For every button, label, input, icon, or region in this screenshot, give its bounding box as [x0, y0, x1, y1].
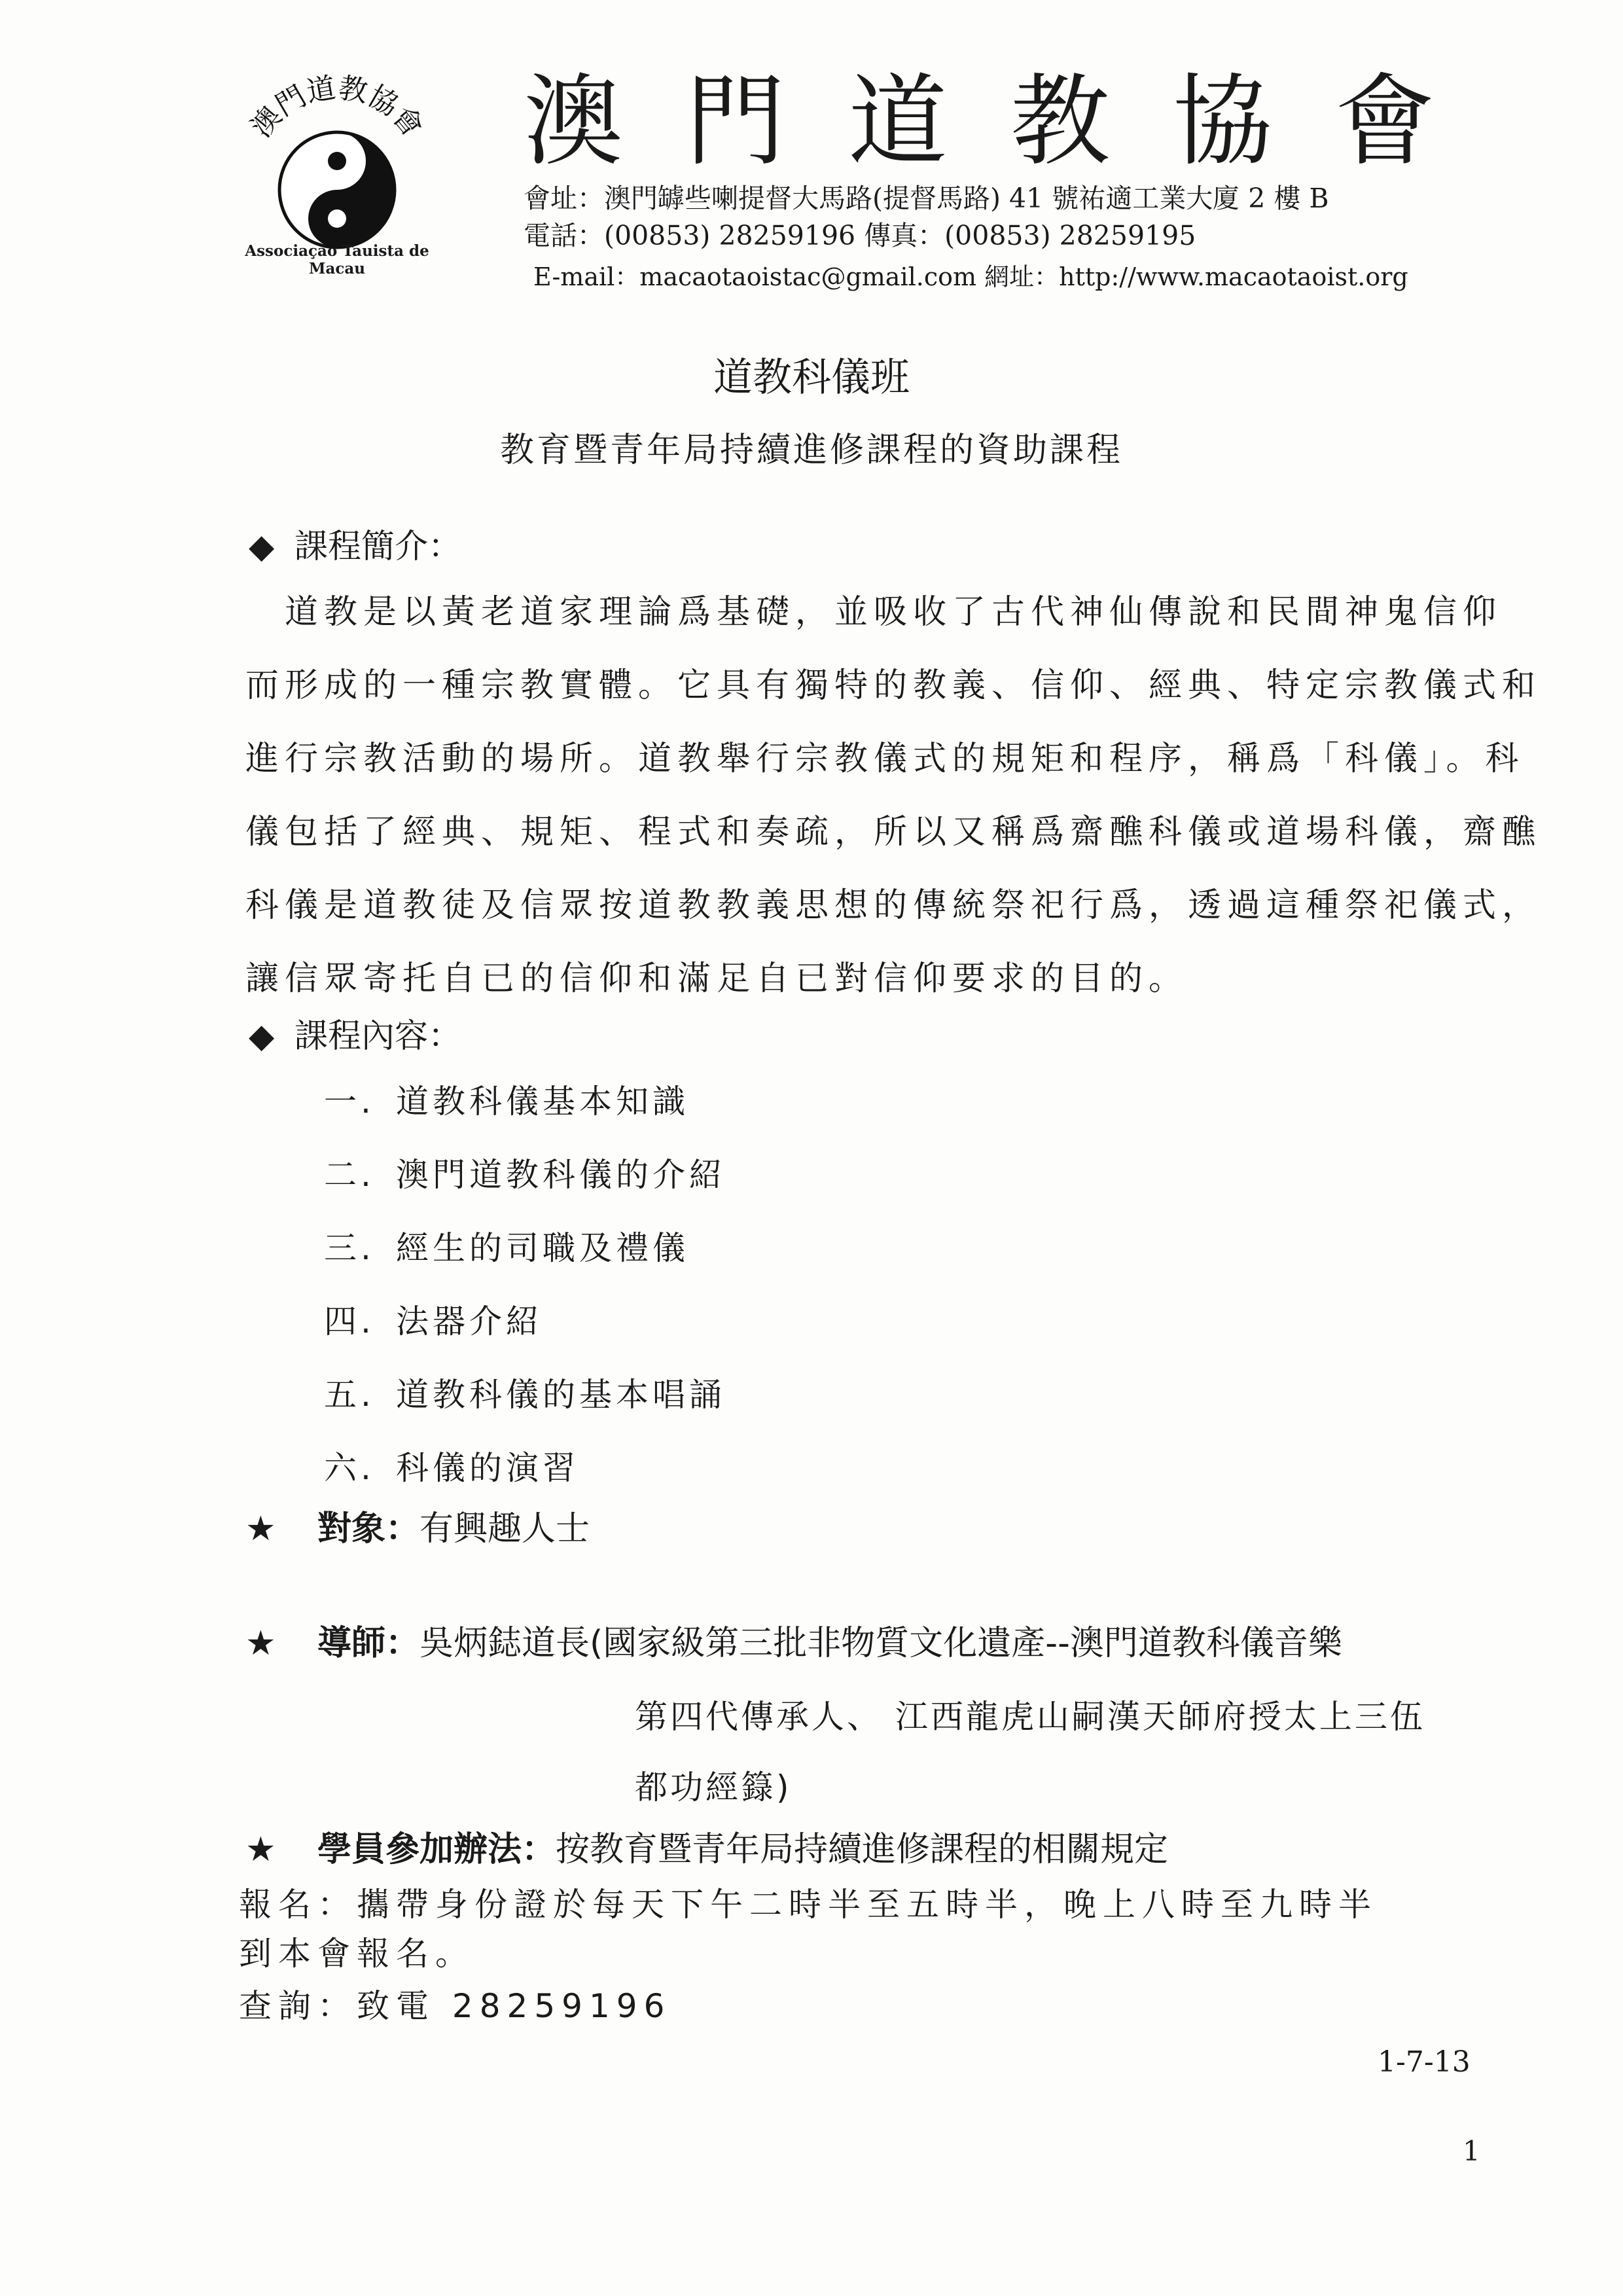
intro-line: 道教是以黃老道家理論爲基礎，並吸收了古代神仙傳說和民間神鬼信仰	[245, 593, 1503, 632]
tutor-line	[245, 1624, 1342, 1663]
tutor-continuation: 都功經籙)	[635, 1768, 792, 1806]
intro-line: 讓信眾寄托自已的信仰和滿足自已對信仰要求的目的。	[245, 960, 1188, 998]
email-website-line: E-mail：macaotaoistac@gmail.com 網址：http://www.macaotaoist.org	[533, 262, 1408, 291]
tutor-value: 吳炳鋕道長(國家級第三批非物質文化遺產--澳門道教科儀音樂	[419, 1624, 1342, 1663]
document-title: 道教科儀班	[713, 355, 910, 401]
list-item: 六. 科儀的演習	[324, 1449, 579, 1487]
star-bullet-icon: ★	[245, 1509, 276, 1549]
list-item: 一. 道教科儀基本知識	[324, 1083, 689, 1121]
document-subtitle: 教育暨青年局持續進修課程的資助課程	[499, 431, 1123, 470]
organization-name: 澳門道教協會	[524, 63, 1497, 179]
content-heading	[249, 1017, 462, 1056]
star-bullet-icon: ★	[245, 1624, 276, 1663]
list-item: 二. 澳門道教科儀的介紹	[324, 1156, 726, 1194]
address-line: 會址：澳門罅些喇提督大馬路(提督馬路) 41 號祐適工業大廈 2 樓 B	[524, 183, 1329, 214]
tutor-label: 導師：	[317, 1624, 420, 1663]
intro-line: 進行宗教活動的場所。道教舉行宗教儀式的規矩和程序，稱爲「科儀」。科	[245, 740, 1525, 778]
list-item: 四. 法器介紹	[324, 1302, 543, 1340]
document-code: 1-7-13	[1378, 2045, 1471, 2079]
content-heading-text: 課程內容：	[294, 1017, 462, 1056]
enrollment-method-line	[245, 1830, 1169, 1869]
intro-heading-text: 課程簡介：	[294, 528, 462, 566]
method-value: 按教育暨青年局持續進修課程的相關規定	[556, 1830, 1169, 1869]
logo-text: 澳門道教協會	[244, 71, 430, 144]
diamond-bullet-icon: ◆	[249, 528, 275, 566]
audience-line	[245, 1509, 590, 1549]
intro-line: 科儀是道教徒及信眾按道教教義思想的傳統祭祀行爲，透過這種祭祀儀式，	[245, 886, 1542, 925]
audience-value: 有興趣人士	[419, 1509, 590, 1549]
phone-fax-line: 電話：(00853) 28259196 傳真：(00853) 28259195	[524, 220, 1196, 251]
inquiry-line: 查詢：致電 28259196	[239, 1987, 671, 2025]
intro-heading	[249, 530, 461, 564]
registration-line: 到本會報名。	[239, 1935, 474, 1973]
page-number: 1	[1463, 2135, 1480, 2167]
intro-line: 而形成的一種宗教實體。它具有獨特的教義、信仰、經典、特定宗教儀式和	[245, 666, 1542, 705]
list-item: 三. 經生的司職及禮儀	[324, 1229, 689, 1267]
list-item: 五. 道教科儀的基本唱誦	[324, 1376, 726, 1414]
logo-caption: Associação Tauista de Macau	[245, 242, 429, 278]
registration-line: 報名：攜帶身份證於每天下午二時半至五時半，晚上八時至九時半	[239, 1886, 1378, 1924]
tutor-continuation: 第四代傳承人、 江西龍虎山嗣漢天師府授太上三伍	[635, 1698, 1425, 1736]
method-label: 學員參加辦法：	[317, 1830, 556, 1869]
star-bullet-icon: ★	[245, 1830, 276, 1869]
diamond-bullet-icon: ◆	[249, 1017, 275, 1056]
audience-label: 對象：	[317, 1509, 420, 1549]
intro-line: 儀包括了經典、規矩、程式和奏疏，所以又稱爲齋醮科儀或道場科儀，齋醮	[245, 813, 1542, 852]
